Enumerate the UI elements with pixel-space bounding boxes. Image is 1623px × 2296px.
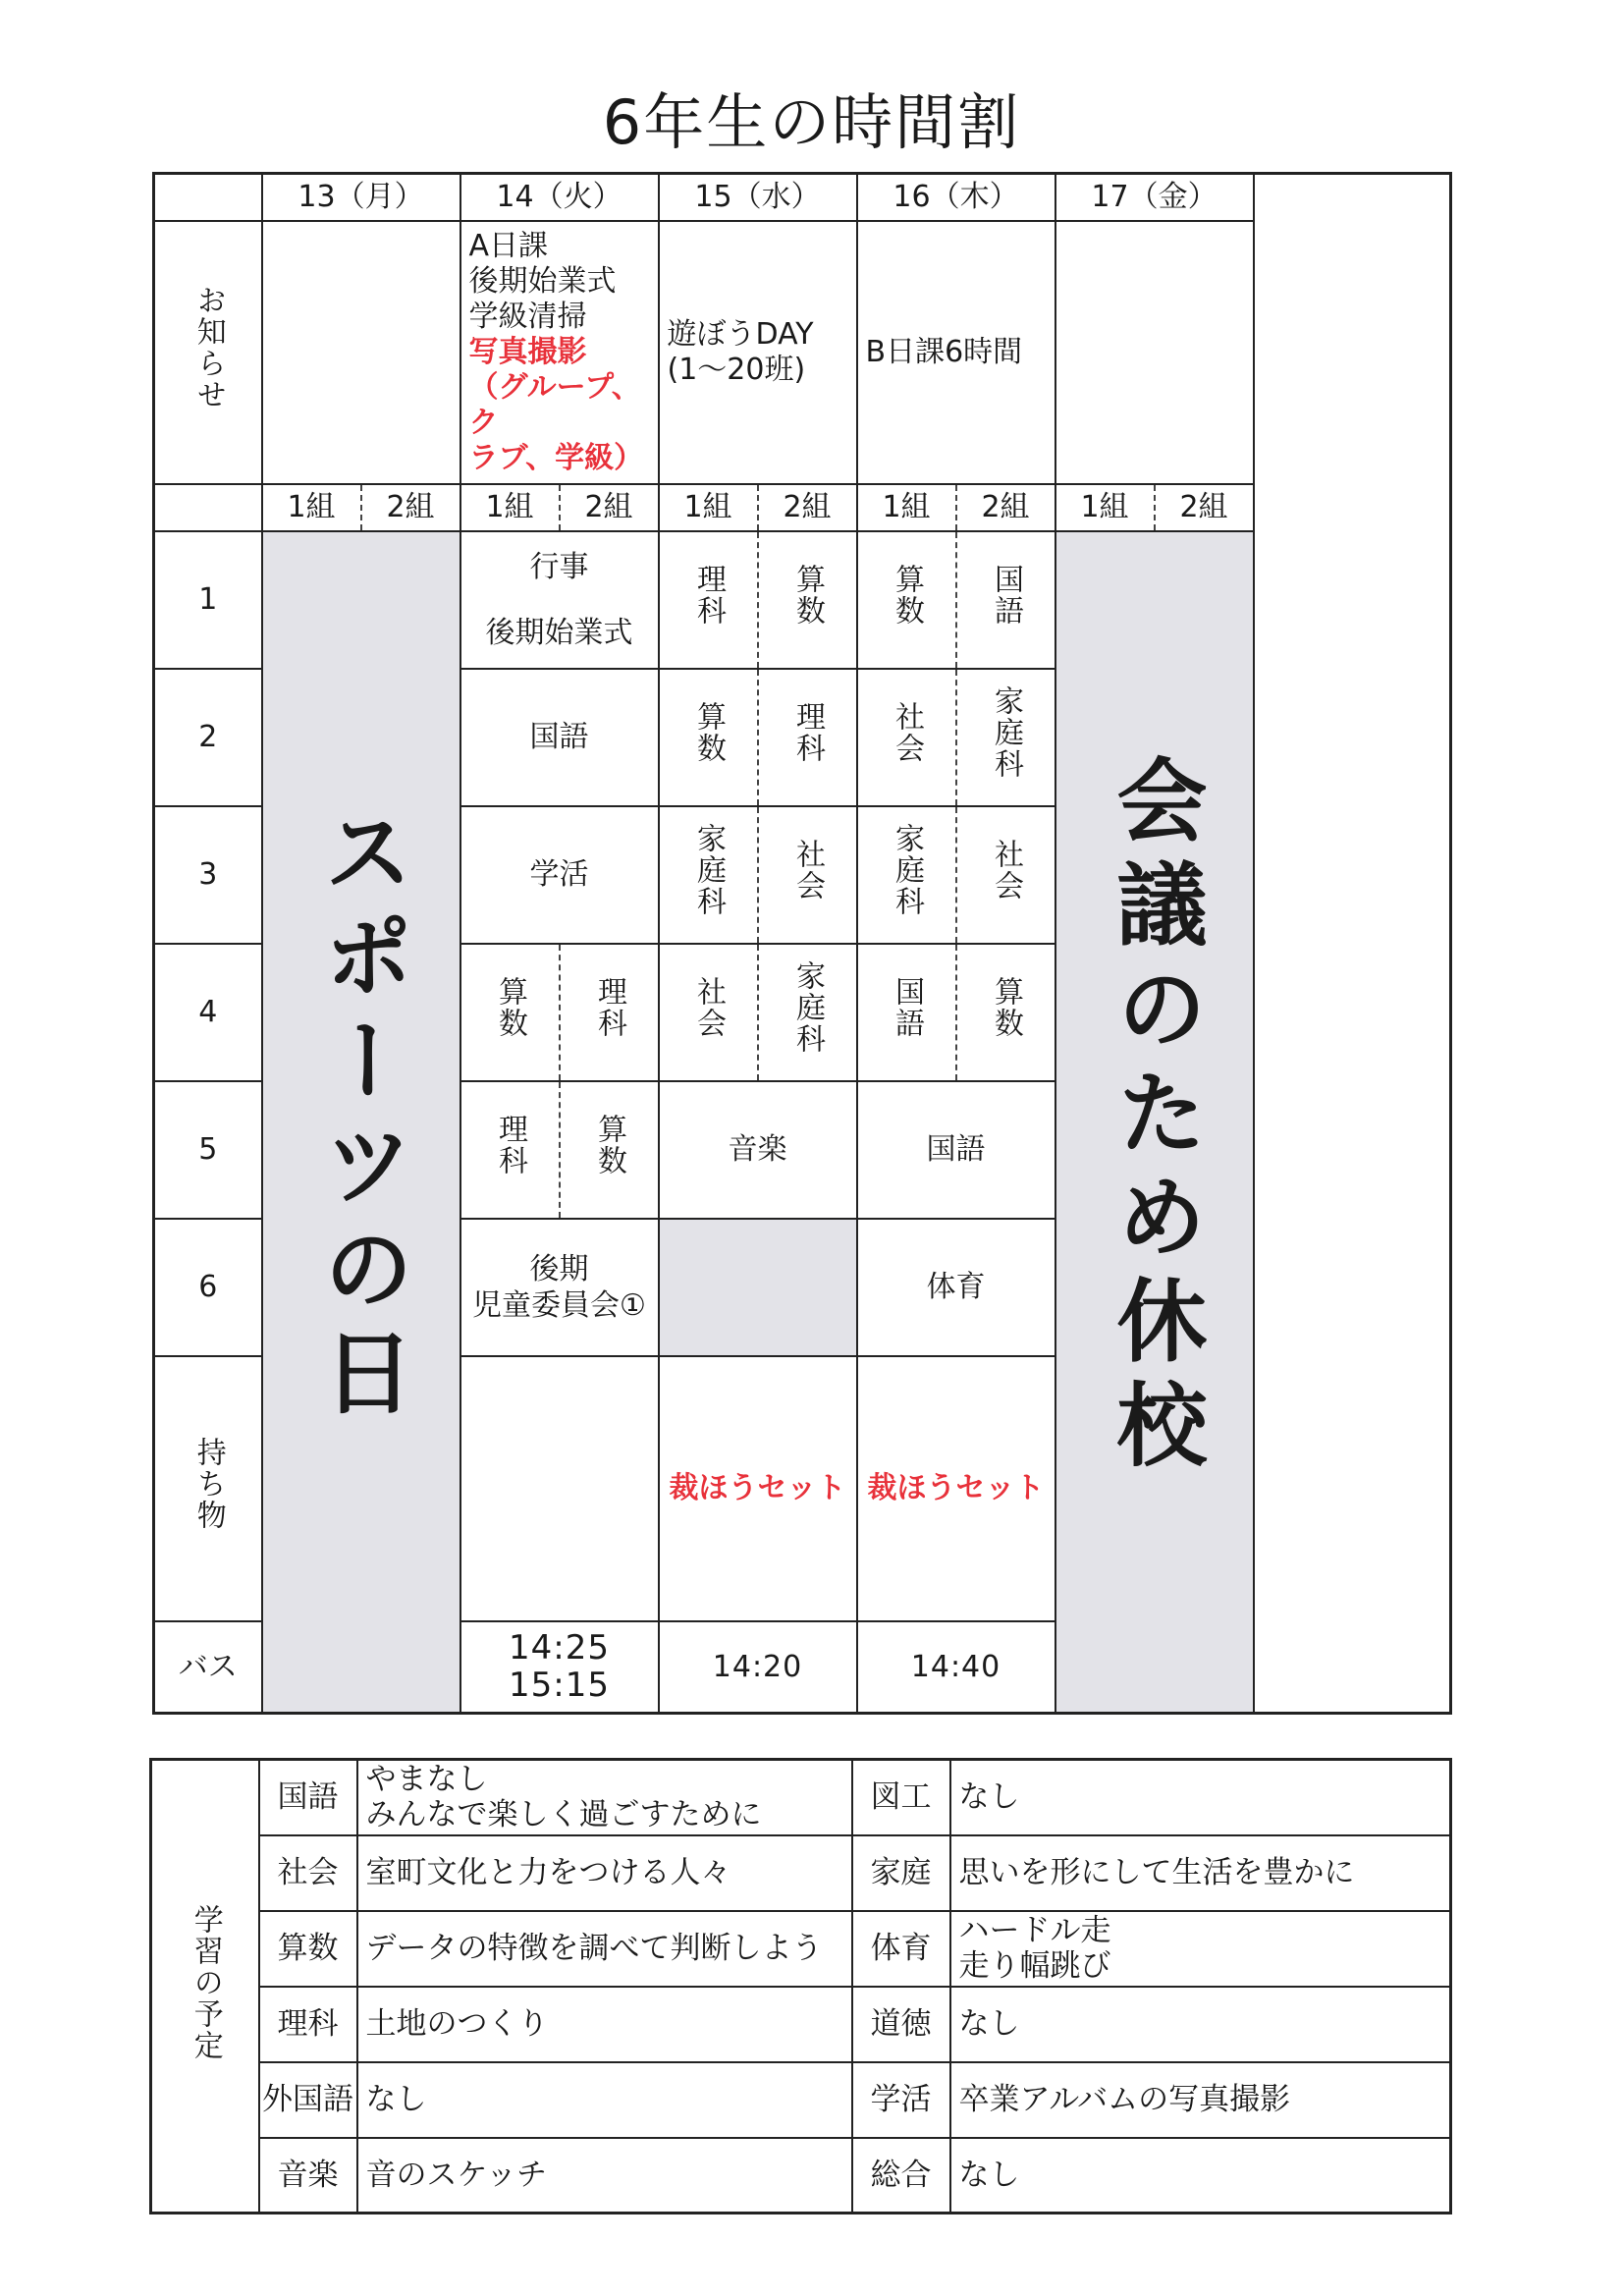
- bus-label: バス: [154, 1621, 262, 1714]
- page-title: 6年生の時間割: [602, 86, 1021, 158]
- class-label: 2組: [560, 484, 659, 531]
- bus-tue: 14:25 15:15: [460, 1621, 659, 1714]
- tue-p6: 後期 児童委員会①: [460, 1219, 659, 1356]
- blank-column: [1254, 174, 1451, 1714]
- notice-mon: [262, 221, 460, 484]
- wed-p6: [659, 1219, 857, 1356]
- notice-thu: B日課6時間: [857, 221, 1055, 484]
- notice-label: お知らせ: [154, 221, 262, 484]
- day-header-mon: 13（月）: [262, 174, 460, 221]
- day-header-tue: 14（火）: [460, 174, 659, 221]
- tue-p5-c1: 理科: [460, 1081, 560, 1219]
- thu-p3-c2: 社会: [956, 806, 1055, 944]
- subject-plan: 音のスケッチ: [357, 2138, 852, 2214]
- subject-name: 算数: [259, 1911, 357, 1987]
- fri-closure-banner: 会議のため休校: [1055, 531, 1254, 1714]
- items-wed: 裁ほうセット: [659, 1356, 857, 1621]
- period-label: 3: [154, 806, 262, 944]
- period-label: 6: [154, 1219, 262, 1356]
- subject-name: 学活: [852, 2062, 950, 2138]
- notice-tue: A日課 後期始業式 学級清掃 写真撮影 （グループ、ク ラブ、学級）: [460, 221, 659, 484]
- wed-p2-c2: 理科: [758, 669, 857, 806]
- bus-wed: 14:20: [659, 1621, 857, 1714]
- class-corner: [154, 484, 262, 531]
- tue-p4-c2: 理科: [560, 944, 659, 1081]
- wed-p2-c1: 算数: [659, 669, 758, 806]
- subject-name: 総合: [852, 2138, 950, 2214]
- class-label: 2組: [758, 484, 857, 531]
- subject-name: 理科: [259, 1987, 357, 2062]
- subject-plan: やまなし みんなで楽しく過ごすために: [357, 1760, 852, 1835]
- tue-p1: 行事 後期始業式: [460, 531, 659, 669]
- subject-plan: なし: [357, 2062, 852, 2138]
- period-label: 1: [154, 531, 262, 669]
- subject-plan: なし: [950, 1987, 1451, 2062]
- items-thu: 裁ほうセット: [857, 1356, 1055, 1621]
- class-label: 1組: [262, 484, 361, 531]
- thu-p1-c1: 算数: [857, 531, 956, 669]
- class-label: 1組: [857, 484, 956, 531]
- subject-name: 道徳: [852, 1987, 950, 2062]
- subject-name: 国語: [259, 1760, 357, 1835]
- day-header-wed: 15（水）: [659, 174, 857, 221]
- subject-plan: データの特徴を調べて判断しよう: [357, 1911, 852, 1987]
- tue-p2: 国語: [460, 669, 659, 806]
- class-label: 2組: [1155, 484, 1254, 531]
- subject-name: 社会: [259, 1835, 357, 1911]
- class-label: 2組: [956, 484, 1055, 531]
- day-header-fri: 17（金）: [1055, 174, 1254, 221]
- subject-plan: なし: [950, 1760, 1451, 1835]
- thu-p2-c2: 家庭科: [956, 669, 1055, 806]
- items-label: 持ち物: [154, 1356, 262, 1621]
- period-label: 5: [154, 1081, 262, 1219]
- corner-cell: [154, 174, 262, 221]
- period-label: 4: [154, 944, 262, 1081]
- subject-name: 図工: [852, 1760, 950, 1835]
- wed-p3-c2: 社会: [758, 806, 857, 944]
- subject-plan: ハードル走 走り幅跳び: [950, 1911, 1451, 1987]
- thu-p1-c2: 国語: [956, 531, 1055, 669]
- thu-p3-c1: 家庭科: [857, 806, 956, 944]
- class-label: 2組: [361, 484, 460, 531]
- subject-name: 家庭: [852, 1835, 950, 1911]
- tue-p4-c1: 算数: [460, 944, 560, 1081]
- learning-plan-table: [149, 1758, 1452, 2214]
- class-label: 1組: [659, 484, 758, 531]
- class-label: 1組: [460, 484, 560, 531]
- day-header-thu: 16（木）: [857, 174, 1055, 221]
- wed-p4-c2: 家庭科: [758, 944, 857, 1081]
- thu-p5: 国語: [857, 1081, 1055, 1219]
- subject-name: 外国語: [259, 2062, 357, 2138]
- thu-p4-c2: 算数: [956, 944, 1055, 1081]
- wed-p5: 音楽: [659, 1081, 857, 1219]
- wed-p3-c1: 家庭科: [659, 806, 758, 944]
- subject-plan: 土地のつくり: [357, 1987, 852, 2062]
- wed-p4-c1: 社会: [659, 944, 758, 1081]
- subject-plan: 思いを形にして生活を豊かに: [950, 1835, 1451, 1911]
- thu-p2-c1: 社会: [857, 669, 956, 806]
- period-label: 2: [154, 669, 262, 806]
- thu-p4-c1: 国語: [857, 944, 956, 1081]
- subject-name: 体育: [852, 1911, 950, 1987]
- notice-wed: 遊ぼうDAY (1～20班): [659, 221, 857, 484]
- class-label: 1組: [1055, 484, 1155, 531]
- wed-p1-c1: 理科: [659, 531, 758, 669]
- subject-plan: なし: [950, 2138, 1451, 2214]
- timetable: [152, 172, 1452, 1715]
- wed-p1-c2: 算数: [758, 531, 857, 669]
- items-tue: [460, 1356, 659, 1621]
- tue-p3: 学活: [460, 806, 659, 944]
- thu-p6: 体育: [857, 1219, 1055, 1356]
- subject-name: 音楽: [259, 2138, 357, 2214]
- subject-plan: 卒業アルバムの写真撮影: [950, 2062, 1451, 2138]
- tue-p5-c2: 算数: [560, 1081, 659, 1219]
- notice-fri: [1055, 221, 1254, 484]
- bus-thu: 14:40: [857, 1621, 1055, 1714]
- learning-plan-label: 学習の予定: [151, 1760, 259, 2214]
- mon-sports-day-banner: スポーツの日: [262, 531, 460, 1714]
- subject-plan: 室町文化と力をつける人々: [357, 1835, 852, 1911]
